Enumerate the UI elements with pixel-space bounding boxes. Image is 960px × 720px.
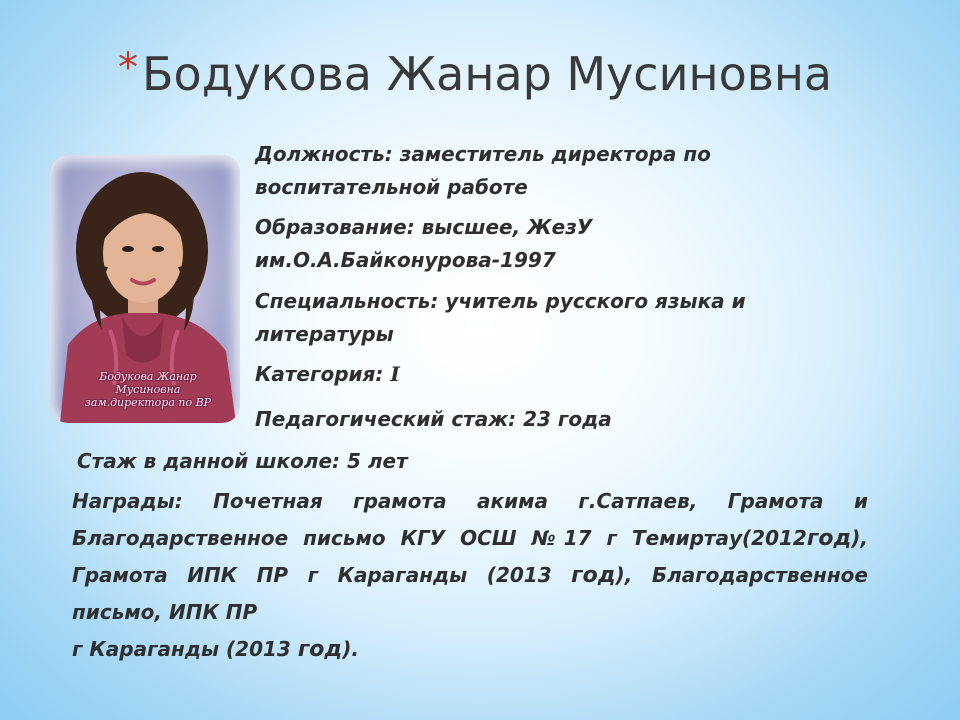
category-field — [255, 358, 400, 391]
awards-text: г Караганды (2013 — [72, 637, 298, 661]
awards-year-word: год — [571, 563, 616, 588]
position-field — [255, 138, 711, 204]
title-text: Бодукова Жанар Мусиновна — [142, 47, 833, 101]
school-experience-field — [77, 445, 408, 478]
education-field — [255, 211, 592, 277]
school-experience-text: Стаж в данной школе: 5 лет — [77, 449, 408, 473]
caption-line: Бодукова Жанар — [99, 370, 197, 383]
caption-line: Мусиновна — [115, 383, 181, 396]
photo-caption — [60, 370, 236, 409]
title-bullet: * — [118, 45, 138, 91]
awards-text: ), Благодарственное письмо, ИПК ПР — [72, 563, 868, 624]
category-label: Категория: — [255, 362, 384, 386]
specialty-line-2: литературы — [255, 322, 394, 346]
awards-text: Награды: Почетная грамота акима г.Сатпаев, Грамота и Благодарственное письмо КГУ ОСШ №17 г Темиртау(2012 — [72, 489, 868, 550]
experience-field — [255, 403, 612, 436]
awards-year-word: год — [806, 526, 852, 551]
specialty-field — [255, 285, 746, 351]
awards-text: ), Грамота ИПК ПР г Караганды (2013 — [72, 526, 868, 587]
position-line-2: воспитательной работе — [255, 175, 528, 199]
caption-line: зам.директора по ВР — [84, 396, 212, 409]
education-line-2: им.О.А.Байконурова-1997 — [255, 248, 556, 272]
education-line-1: Образование: высшее, ЖезУ — [255, 215, 593, 239]
awards-year-word: год — [297, 637, 343, 662]
portrait-photo — [50, 155, 240, 423]
specialty-line-1: Специальность: учитель русского языка и — [255, 289, 746, 313]
slide-title — [118, 34, 918, 114]
category-value: I — [390, 362, 400, 386]
experience-text: Педагогический стаж: 23 года — [255, 407, 612, 431]
awards-text: ). — [342, 637, 359, 661]
position-line-1: Должность: заместитель директора по — [255, 142, 711, 166]
awards-paragraph — [72, 483, 868, 668]
